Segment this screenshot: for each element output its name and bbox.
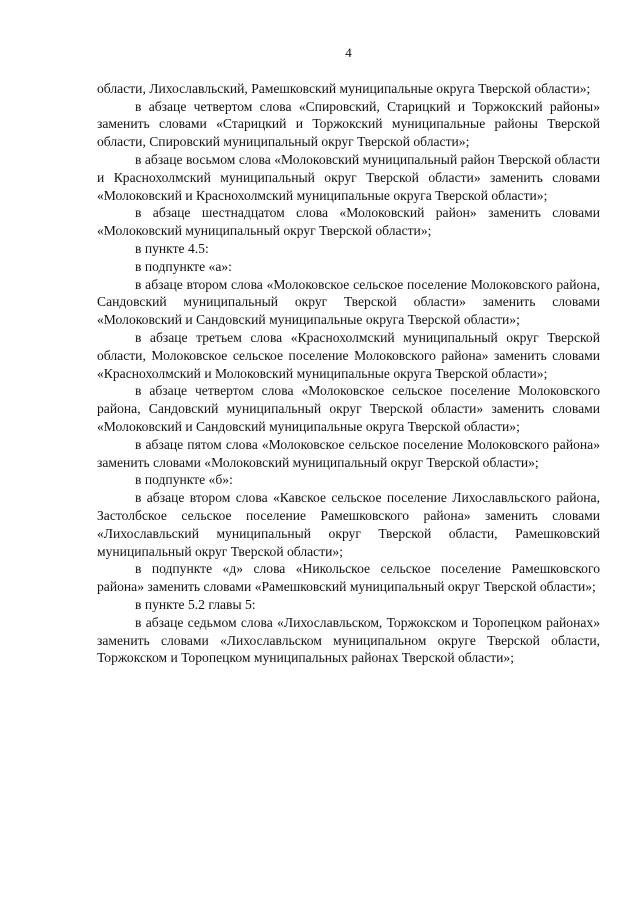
page-number: 4 — [345, 45, 352, 60]
paragraph: в абзаце седьмом слова «Лихославльском, Торжокском и Торопецком районах» заменить словами «Лихославльском муниципальном округе Тверской области, Торжокском и Торопецком муниципальных районах Тверской области»; — [97, 614, 600, 666]
paragraph: в пункте 4.5: — [135, 240, 209, 256]
paragraph: в абзаце четвертом слова «Спировский, Старицкий и Торжокский районы» заменить словами «Старицкий и Торжокский муниципальные районы Тверской области, Спировский муниципальный округ Тверской области»; — [97, 98, 600, 150]
paragraph: в абзаце втором слова «Молоковское сельское поселение Молоковского района, Сандовский муниципальный округ Тверской области» заменить словами «Молоковский и Сандовский муниципальные округа Тверской области»; — [97, 276, 600, 328]
paragraph: области, Лихославльский, Рамешковский муниципальные округа Тверской области»; — [97, 80, 591, 96]
paragraph: в абзаце четвертом слова «Молоковское сельское поселение Молоковского района, Сандовский муниципальный округ Тверской области» заменить словами «Молоковский и Сандовский муниципальные округа Тверской области»; — [97, 383, 600, 434]
document-body — [97, 80, 600, 667]
paragraph: в пункте 5.2 главы 5: — [135, 596, 256, 612]
paragraph: в подпункте «д» слова «Никольское сельское поселение Рамешковского района» заменить словами «Рамешковский муниципальный округ Тверской области»; — [97, 561, 600, 595]
paragraph: в абзаце шестнадцатом слова «Молоковский район» заменить словами «Молоковский муниципальный округ Тверской области»; — [97, 205, 600, 239]
paragraph: в подпункте «б»: — [135, 472, 233, 488]
paragraph: в абзаце втором слова «Кавское сельское поселение Лихославльского района, Застолбское сельское поселение Рамешковского района» заменить словами «Лихославльский муниципальный округ Тверской области, Рамешковский муниципальный округ Тверской области»; — [97, 490, 600, 559]
paragraph: в абзаце пятом слова «Молоковское сельское поселение Молоковского района» заменить словами «Молоковский муниципальный округ Тверской области»; — [97, 436, 600, 470]
paragraph: в подпункте «а»: — [135, 258, 232, 274]
paragraph: в абзаце третьем слова «Краснохолмский муниципальный округ Тверской области, Молоковское сельское поселение Молоковского района» заменить словами «Краснохолмский и Молоковский муниципальные округа Тверской области»; — [97, 329, 600, 381]
paragraph: в абзаце восьмом слова «Молоковский муниципальный район Тверской области и Краснохолмский муниципальный округ Тверской области» заменить словами «Молоковский и Краснохолмский муниципальные округа Тверской области»; — [97, 151, 600, 203]
